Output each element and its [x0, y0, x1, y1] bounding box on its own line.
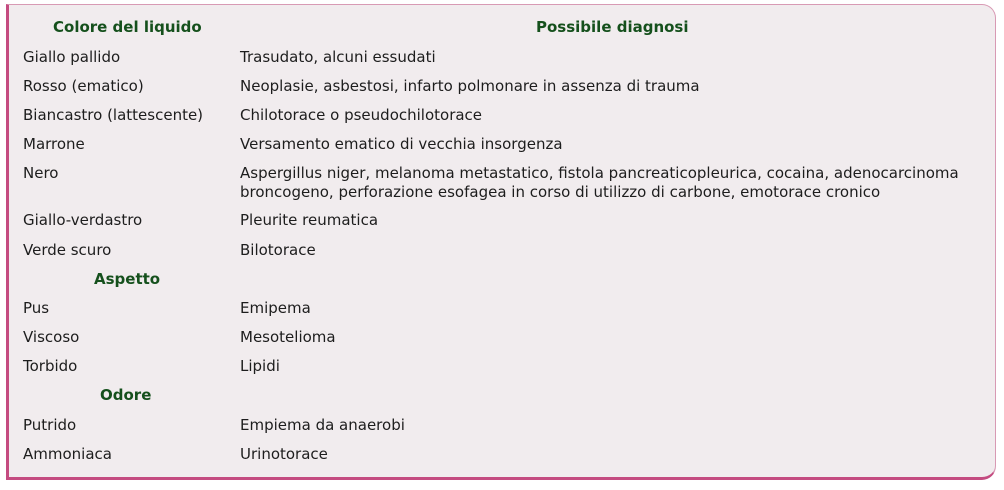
row-diagnosis: Neoplasie, asbestosi, infarto polmonare in assenza di trauma [240, 77, 700, 95]
row-diagnosis: Chilotorace o pseudochilotorace [240, 106, 483, 124]
row-label: Marrone [23, 135, 85, 153]
header-possibile-diagnosi: Possibile diagnosi [536, 18, 689, 36]
row-label: Torbido [23, 357, 78, 375]
section-heading-aspetto: Aspetto [94, 270, 161, 288]
row-label: Putrido [23, 416, 77, 434]
row-diagnosis: Bilotorace [240, 241, 316, 259]
row-label: Giallo-verdastro [23, 211, 143, 229]
row-label: Nero [23, 164, 59, 182]
header-colore-del-liquido: Colore del liquido [53, 18, 202, 36]
row-label: Biancastro (lattescente) [23, 106, 204, 124]
row-diagnosis: Pleurite reumatica [240, 211, 379, 229]
diagnosis-table [6, 4, 996, 480]
row-label: Pus [23, 299, 50, 317]
row-label: Verde scuro [23, 241, 112, 259]
row-diagnosis: Aspergillus niger, melanoma metastatico, fistola pancreaticopleurica, cocaina, adenocarcinoma broncogeno, perforazione esofagea in corso di utilizzo di carbone, emotorace cronico [240, 164, 959, 201]
row-label: Rosso (ematico) [23, 77, 144, 95]
row-diagnosis: Mesotelioma [240, 328, 336, 346]
row-diagnosis: Lipidi [240, 357, 280, 375]
row-diagnosis: Versamento ematico di vecchia insorgenza [240, 135, 563, 153]
row-diagnosis: Trasudato, alcuni essudati [240, 48, 436, 66]
row-label: Ammoniaca [23, 445, 112, 463]
section-heading-odore: Odore [100, 386, 152, 404]
row-diagnosis: Urinotorace [240, 445, 328, 463]
row-diagnosis: Emipema [240, 299, 311, 317]
row-label: Giallo pallido [23, 48, 121, 66]
row-label: Viscoso [23, 328, 80, 346]
row-diagnosis: Empiema da anaerobi [240, 416, 405, 434]
